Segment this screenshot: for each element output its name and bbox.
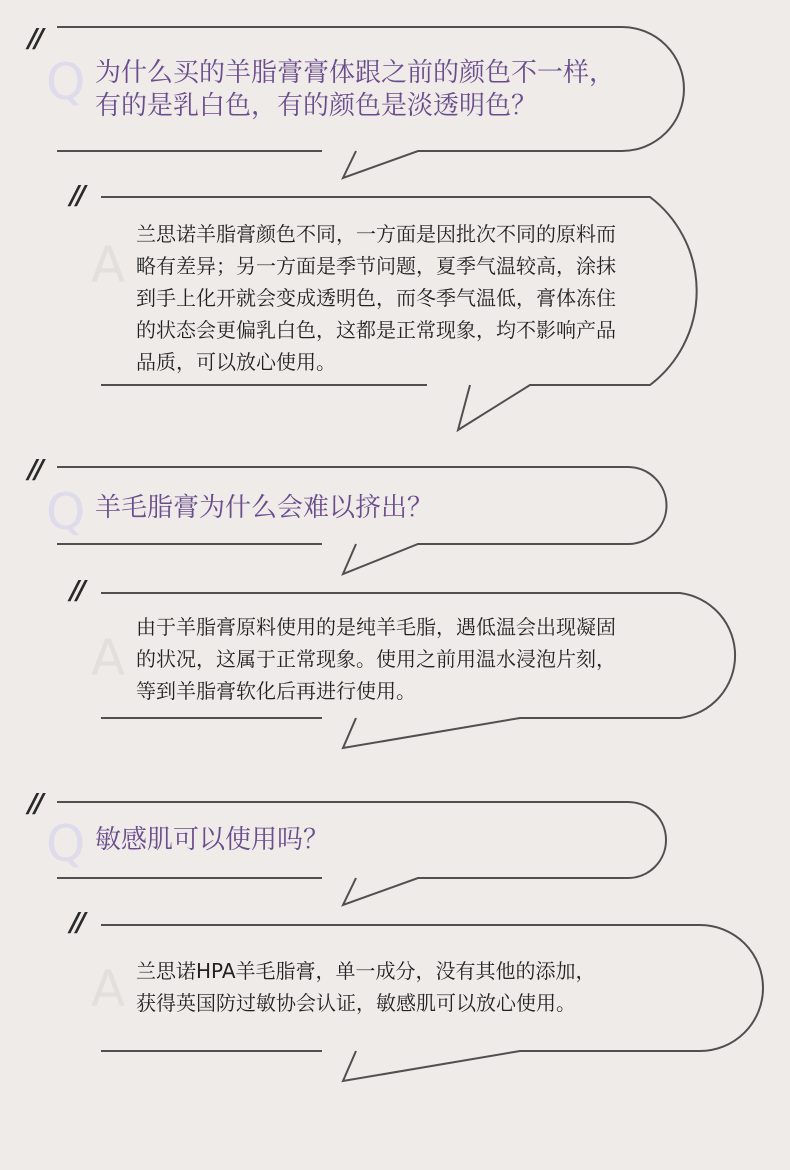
answer-3-line-1: 兰思诺HPA羊毛脂膏，单一成分，没有其他的添加， <box>136 959 596 983</box>
answer-1-line-2: 略有差异；另一方面是季节问题，夏季气温较高，涂抹 <box>136 254 616 278</box>
question-2 <box>95 492 433 525</box>
question-letter-icon: Q <box>46 815 86 873</box>
question-3-line-1: 敏感肌可以使用吗？ <box>95 825 330 855</box>
answer-1-line-5: 品质，可以放心使用。 <box>136 350 336 374</box>
question-letter-icon: Q <box>46 483 86 541</box>
answer-1-line-4: 的状态会更偏乳白色，这都是正常现象，均不影响产品 <box>136 318 616 342</box>
answer-1-line-3: 到手上化开就会变成透明色，而冬季气温低，膏体冻住 <box>136 286 616 310</box>
answer-3-line-2: 获得英国防过敏协会认证，敏感肌可以放心使用。 <box>136 991 576 1015</box>
answer-2-line-2: 的状况，这属于正常现象。使用之前用温水浸泡片刻， <box>136 647 616 671</box>
quote-mark: // <box>70 908 83 938</box>
answer-letter-icon: A <box>91 960 126 1018</box>
question-3 <box>95 824 329 857</box>
answer-letter-icon: A <box>91 236 126 294</box>
quote-mark: // <box>28 789 41 819</box>
quote-mark: // <box>28 455 41 485</box>
question-1-line-1: 为什么买的羊脂膏膏体跟之前的颜色不一样， <box>95 58 616 88</box>
answer-3 <box>136 955 596 1019</box>
question-1-line-2: 有的是乳白色，有的颜色是淡透明色？ <box>95 91 538 121</box>
question-2-line-1: 羊毛脂膏为什么会难以挤出？ <box>95 493 434 523</box>
question-letter-icon: Q <box>46 53 86 111</box>
answer-1 <box>136 218 616 378</box>
quote-mark: // <box>70 576 83 606</box>
quote-mark: // <box>70 181 83 211</box>
answer-letter-icon: A <box>91 629 126 687</box>
answer-2-line-1: 由于羊脂膏原料使用的是纯羊毛脂，遇低温会出现凝固 <box>136 615 616 639</box>
answer-1-line-1: 兰思诺羊脂膏颜色不同，一方面是因批次不同的原料而 <box>136 222 616 246</box>
question-1 <box>95 57 615 123</box>
quote-mark: // <box>28 24 41 54</box>
answer-2 <box>136 611 616 707</box>
answer-2-line-3: 等到羊脂膏软化后再进行使用。 <box>136 679 416 703</box>
